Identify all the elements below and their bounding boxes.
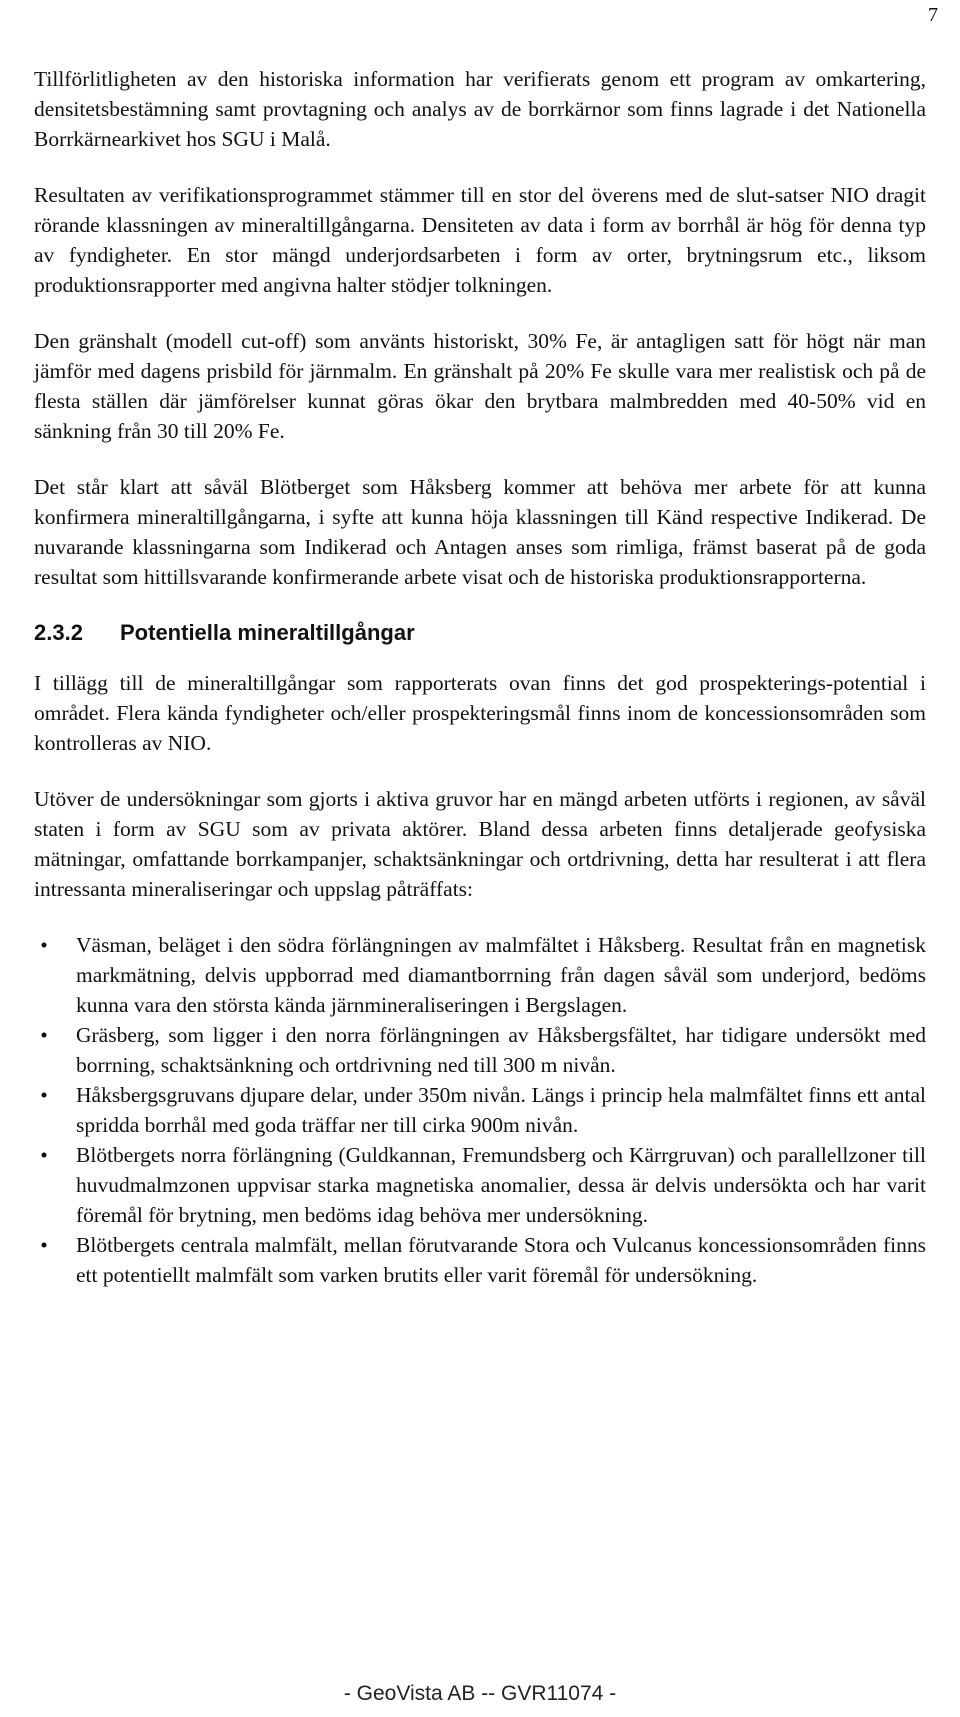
page-number: 7 bbox=[928, 4, 938, 26]
paragraph-verification: Tillförlitligheten av den historiska information har verifierats genom ett program av omkartering, densitetsbestämning samt provtagning och analys av de borrkärnor som finns lagrade i det Nationella Borrkärnearkivet hos SGU i Malå. bbox=[34, 67, 926, 151]
list-item bbox=[34, 1080, 926, 1140]
paragraph-classification: Det står klart att såväl Blötberget som Håksberg kommer att behöva mer arbete för att kunna konfirmera mineraltillgångarna, i syfte att kunna höja klassningen till Känd respective Indikerad. De nuvarande klassningarna som Indikerad och Antagen anses som rimliga, främst baserat på de goda resultat som hittillsvarande konfirmerande arbete visat och de historiska produktionsrapporterna. bbox=[34, 475, 926, 589]
list-item-text: Blötbergets centrala malmfält, mellan förutvarande Stora och Vulcanus koncessionsområden finns ett potentiellt malmfält som varken brutits eller varit föremål för undersökning. bbox=[76, 1233, 926, 1287]
paragraph-results: Resultaten av verifikationsprogrammet stämmer till en stor del överens med de slut-satser NIO dragit rörande klassningen av mineraltillgångarna. Densiteten av data i form av borrhål är hög för denna typ av fyndigheter. En stor mängd underjordsarbeten i form av orter, brytningsrum etc., liksom produktionsrapporter med angivna halter stödjer tolkningen. bbox=[34, 183, 926, 297]
list-item bbox=[34, 1020, 926, 1080]
bullet-icon: • bbox=[40, 1023, 48, 1047]
bullet-list bbox=[34, 930, 926, 1290]
section-number: 2.3.2 bbox=[34, 620, 83, 645]
paragraph-cut-off: Den gränshalt (modell cut-off) som använts historiskt, 30% Fe, är antagligen satt för högt när man jämför med dagens prisbild för järnmalm. En gränshalt på 20% Fe skulle vara mer realistisk och på de flesta ställen där jämförelser kunnat göras ökar den brytbara malmbredden med 40-50% vid en sänkning från 30 till 20% Fe. bbox=[34, 329, 926, 443]
bullet-icon: • bbox=[40, 1233, 48, 1257]
list-item bbox=[34, 1230, 926, 1290]
list-item-text: Gräsberg, som ligger i den norra förlängningen av Håksbergsfältet, har tidigare undersökt med borrning, schaktsänkning och ortdrivning ned till 300 m nivån. bbox=[76, 1023, 926, 1077]
list-item-text: Väsman, beläget i den södra förlängningen av malmfältet i Håksberg. Resultat från en magnetisk markmätning, delvis uppborrad med diamantborrning från dagen såväl som underjord, bedöms kunna vara den största kända järnmineraliseringen i Bergslagen. bbox=[76, 933, 926, 1017]
body-text bbox=[34, 64, 926, 1290]
paragraph-investigations: Utöver de undersökningar som gjorts i aktiva gruvor har en mängd arbeten utförts i regionen, av såväl staten i form av SGU som av privata aktörer. Bland dessa arbeten finns detaljerade geofysiska mätningar, omfattande borrkampanjer, schaktsänkningar och ortdrivning, detta har resulterat i att flera intressanta mineraliseringar och uppslag påträffats: bbox=[34, 787, 926, 901]
bullet-icon: • bbox=[40, 1143, 48, 1167]
bullet-icon: • bbox=[40, 933, 48, 957]
bullet-icon: • bbox=[40, 1083, 48, 1107]
page-footer: - GeoVista AB -- GVR11074 - bbox=[343, 1682, 617, 1705]
list-item bbox=[34, 930, 926, 1020]
paragraph-potential: I tillägg till de mineraltillgångar som rapporterats ovan finns det god prospekterings-potential i området. Flera kända fyndigheter och/eller prospekteringsmål finns inom de koncessionsområden som kontrolleras av NIO. bbox=[34, 671, 926, 755]
list-item-text: Blötbergets norra förlängning (Guldkannan, Fremundsberg och Kärrgruvan) och parallellzoner till huvudmalmzonen uppvisar starka magnetiska anomalier, dessa är delvis undersökta och har varit föremål för brytning, men bedöms idag behöva mer undersökning. bbox=[76, 1143, 926, 1227]
bullet-list-container bbox=[34, 930, 926, 1290]
list-item bbox=[34, 1140, 926, 1230]
section-title: Potentiella mineraltillgångar bbox=[120, 620, 415, 645]
section-heading bbox=[34, 618, 926, 648]
list-item-text: Håksbergsgruvans djupare delar, under 350m nivån. Längs i princip hela malmfältet finns ett antal spridda borrhål med goda träffar ner till cirka 900m nivån. bbox=[76, 1083, 926, 1137]
